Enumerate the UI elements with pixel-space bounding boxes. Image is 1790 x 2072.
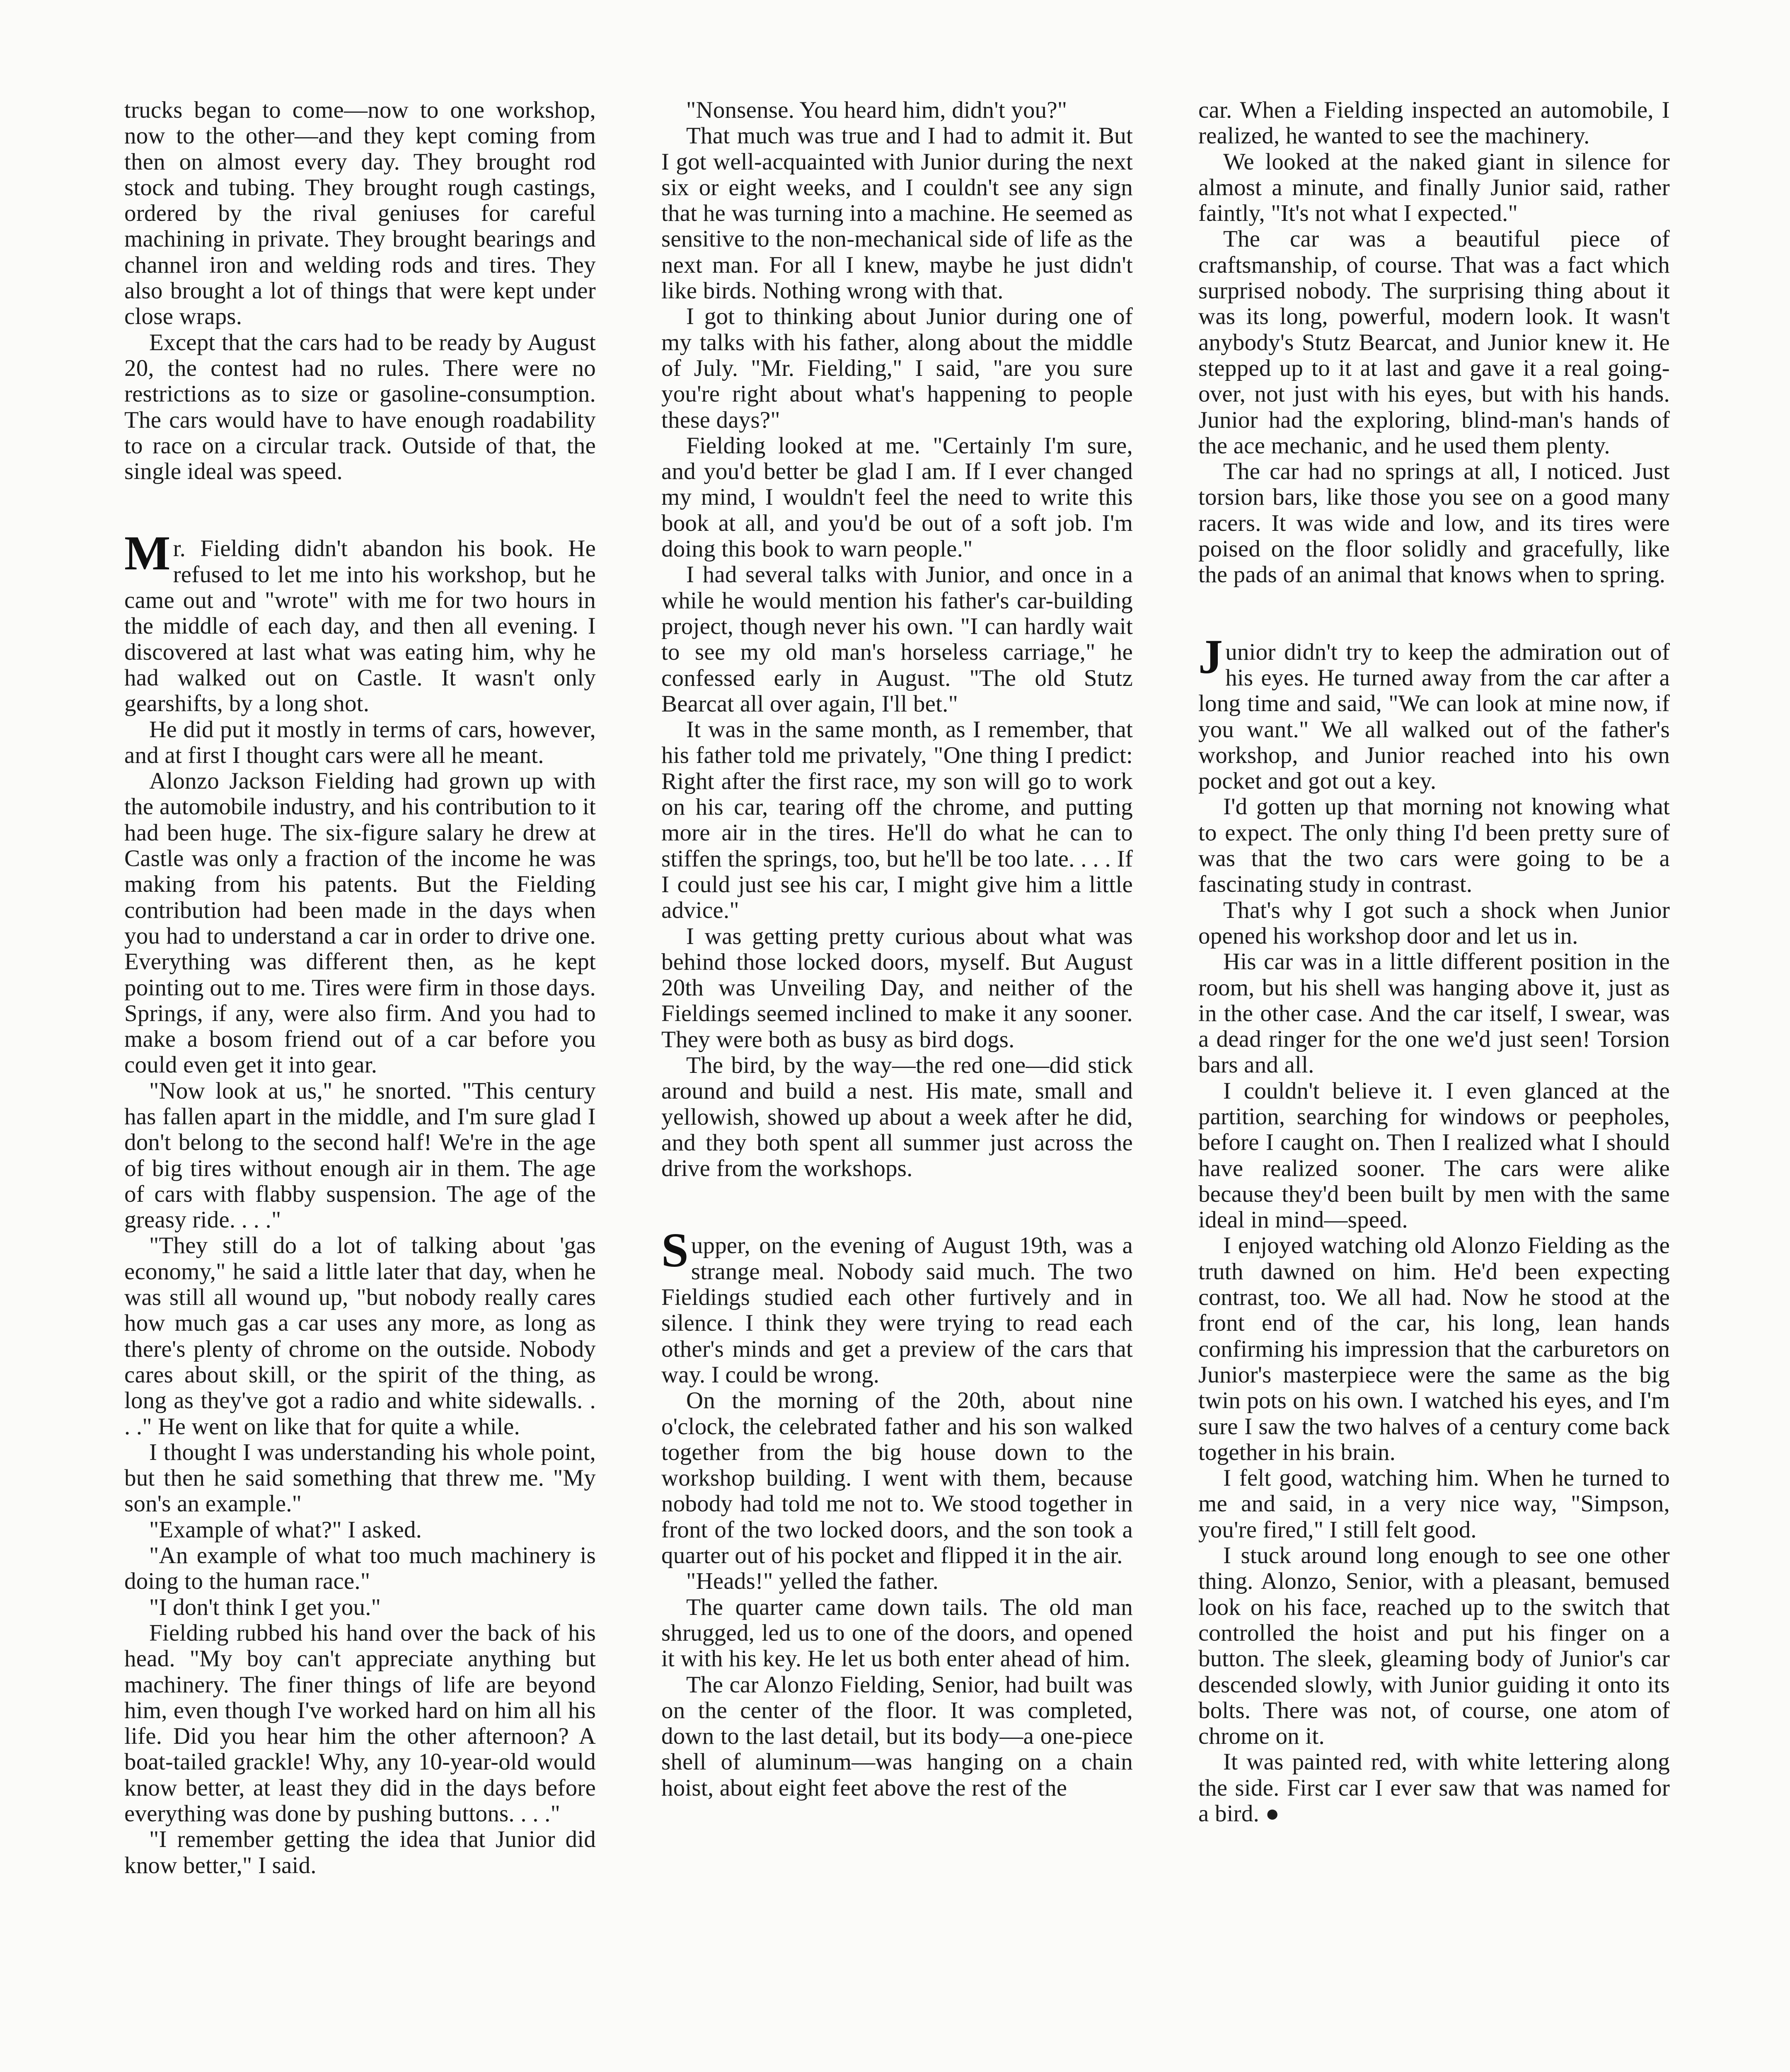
paragraph bbox=[1198, 149, 1670, 227]
paragraph bbox=[661, 97, 1133, 123]
paragraph bbox=[1198, 1233, 1670, 1465]
paragraph-text: I had several talks with Junior, and once in a while he would mention his father's car-building project, though never his own. "I can hardly wait to see my old man's horseless carriage," he confessed early in August. "The old Stutz Bearcat all over again, I'll bet." bbox=[661, 562, 1133, 717]
drop-cap: S bbox=[661, 1223, 689, 1278]
paragraph bbox=[661, 562, 1133, 717]
paragraph-text: "They still do a lot of talking about 'gas economy," he said a little later that day, when he was still all wound up, "but nobody really cares how much gas a car uses any more, as long as there's plenty of chrome on the outside. Nobody cares about skill, or the spirit of the thing, as long as they've got a radio and white sidewalls. . . ." He went on like that for quite a while. bbox=[124, 1232, 596, 1440]
paragraph bbox=[124, 1827, 596, 1878]
paragraph-text: "Now look at us," he snorted. "This century has fallen apart in the middle, and I'm sure glad I don't belong to the second half! We're in the age of big tires without enough air in them. The age of cars with flabby suspension. The age of the greasy ride. . . ." bbox=[124, 1077, 596, 1233]
paragraph bbox=[124, 526, 596, 717]
paragraph bbox=[1198, 1543, 1670, 1749]
paragraph-text: "I remember getting the idea that Junior did know better," I said. bbox=[124, 1826, 596, 1878]
paragraph-text: His car was in a little different position in the room, but his shell was hanging above it, just as in the other case. And the car itself, I swear, was a dead ringer for the one we'd just seen! Torsion bars and all. bbox=[1198, 949, 1670, 1078]
paragraph bbox=[1198, 1749, 1670, 1827]
paragraph-text: I was getting pretty curious about what was behind those locked doors, myself. But August 20th was Unveiling Day, and neither of the Fieldings seemed inclined to make it any sooner. They were both as busy as bird dogs. bbox=[661, 923, 1133, 1053]
paragraph bbox=[661, 1672, 1133, 1801]
paragraph-text: upper, on the evening of August 19th, was a strange meal. Nobody said much. The two Fieldings studied each other furtively and in silence. I think they were trying to read each other's minds and get a preview of the cars that way. I could be wrong. bbox=[661, 1232, 1133, 1388]
paragraph bbox=[661, 433, 1133, 562]
paragraph bbox=[1198, 226, 1670, 459]
paragraph bbox=[661, 1223, 1133, 1388]
paragraph bbox=[661, 1569, 1133, 1594]
drop-cap: M bbox=[124, 526, 171, 581]
paragraph-text: We looked at the naked giant in silence for almost a minute, and finally Junior said, rather faintly, "It's not what I expected." bbox=[1198, 148, 1670, 227]
paragraph-text: It was in the same month, as I remember, that his father told me privately, "One thing I predict: Right after the first race, my son will go to work on his car, tearing off the chrome, and putting more air in the tires. He'll do what he can to stiffen the springs, too, but he'll be too late. . . . If I could just see his car, I might give him a little advice." bbox=[661, 716, 1133, 924]
paragraph bbox=[1198, 97, 1670, 149]
paragraph-text: It was painted red, with white lettering along the side. First car I ever saw that was named for a bird. ● bbox=[1198, 1749, 1670, 1827]
paragraph-text: The car Alonzo Fielding, Senior, had built was on the center of the floor. It was completed, down to the last detail, but its body—a one-piece shell of aluminum—was hanging on a chain hoist, about eight feet above the rest of the bbox=[661, 1671, 1133, 1801]
paragraph bbox=[124, 1595, 596, 1620]
paragraph bbox=[124, 717, 596, 769]
paragraph bbox=[124, 1440, 596, 1517]
paragraph-text: The car was a beautiful piece of craftsmanship, of course. That was a fact which surprised nobody. The surprising thing about it was its long, powerful, modern look. It wasn't anybody's Stutz Bearcat, and Junior knew it. He stepped up to it at last and gave it a real going-over, not just with his eyes, but with his hands. Junior had the exploring, blind-man's hands of the ace mechanic, and he used them plenty. bbox=[1198, 226, 1670, 459]
paragraph-text: Fielding looked at me. "Certainly I'm sure, and you'd better be glad I am. If I ever changed my mind, I wouldn't feel the need to write this book at all, and you'd be out of a soft job. I'm doing this book to warn people." bbox=[661, 432, 1133, 562]
paragraph-text: I'd gotten up that morning not knowing what to expect. The only thing I'd been pretty sure of was that the two cars were going to be a fascinating study in contrast. bbox=[1198, 794, 1670, 898]
paragraph-text: "Example of what?" I asked. bbox=[149, 1516, 422, 1543]
paragraph-text: trucks began to come—now to one workshop, now to the other—and they kept coming from then on almost every day. They brought rod stock and tubing. They brought rough castings, ordered by the rival geniuses for careful machining in private. They brought bearings and channel iron and welding rods and tires. They also brought a lot of things that were kept under close wraps. bbox=[124, 97, 596, 330]
paragraph bbox=[661, 1595, 1133, 1672]
paragraph-text: I enjoyed watching old Alonzo Fielding as the truth dawned on him. He'd been expecting contrast, too. We all had. Now he stood at the front end of the car, his long, lean hands confirming his impression that the carburetors on Junior's masterpiece were the same as the big twin pots on his own. I watched his eyes, and I'm sure I saw the two halves of a century come back together in his brain. bbox=[1198, 1232, 1670, 1465]
paragraph-text: car. When a Fielding inspected an automobile, I realized, he wanted to see the machinery. bbox=[1198, 97, 1670, 149]
paragraph bbox=[1198, 794, 1670, 897]
paragraph-text: I thought I was understanding his whole point, but then he said something that threw me. "My son's an example." bbox=[124, 1439, 596, 1517]
paragraph-text: Alonzo Jackson Fielding had grown up with the automobile industry, and his contribution to it had been huge. The six-figure salary he drew at Castle was only a fraction of the income he was making from his patents. But the Fielding contribution had been made in the days when you had to understand a car in order to drive one. Everything was different then, as he kept pointing out to me. Tires were firm in those days. Springs, if any, were also firm. And you had to make a bosom friend out of a car before you could even get it into gear. bbox=[124, 768, 596, 1078]
paragraph bbox=[1198, 1465, 1670, 1543]
paragraph bbox=[124, 330, 596, 485]
paragraph bbox=[124, 1078, 596, 1233]
paragraph bbox=[661, 717, 1133, 923]
paragraph bbox=[1198, 1078, 1670, 1233]
paragraph-text: Except that the cars had to be ready by August 20, the contest had no rules. There were no restrictions as to size or gasoline-consumption. The cars would have to have enough roadability to race on a circular track. Outside of that, the single ideal was speed. bbox=[124, 329, 596, 485]
paragraph bbox=[1198, 459, 1670, 588]
paragraph-text: Fielding rubbed his hand over the back of his head. "My boy can't appreciate anything but machinery. The finer things of life are beyond him, even though I've worked hard on him all his life. Did you hear him the other afternoon? A boat-tailed grackle! Why, any 10-year-old would know better, at least they did in the days before everything was done by pushing buttons. . . ." bbox=[124, 1619, 596, 1827]
paragraph-text: r. Fielding didn't abandon his book. He refused to let me into his workshop, but he came out and "wrote" with me for two hours in the middle of each day, and then all evening. I discovered at last what was eating him, why he had walked out on Castle. It wasn't only gearshifts, by a long shot. bbox=[124, 535, 596, 717]
column-1 bbox=[124, 97, 596, 2072]
paragraph-text: "An example of what too much machinery is doing to the human race." bbox=[124, 1542, 596, 1595]
paragraph-text: He did put it mostly in terms of cars, however, and at first I thought cars were all he meant. bbox=[124, 716, 596, 768]
paragraph-text: I couldn't believe it. I even glanced at the partition, searching for windows or peepholes, before I caught on. Then I realized what I should have realized sooner. The cars were alike because they'd been built by men with the same ideal in mind—speed. bbox=[1198, 1077, 1670, 1233]
paragraph-text: unior didn't try to keep the admiration out of his eyes. He turned away from the car after a long time and said, "We can look at mine now, if you want." We all walked out of the father's workshop, and Junior reached into his own pocket and got out a key. bbox=[1198, 639, 1670, 794]
paragraph bbox=[661, 924, 1133, 1053]
paragraph-text: That's why I got such a shock when Junior opened his workshop door and let us in. bbox=[1198, 897, 1670, 949]
paragraph bbox=[1198, 898, 1670, 949]
paragraph bbox=[124, 1233, 596, 1439]
paragraph bbox=[124, 1543, 596, 1595]
paragraph-text: "I don't think I get you." bbox=[149, 1594, 381, 1620]
paragraph-text: "Heads!" yelled the father. bbox=[686, 1568, 939, 1595]
paragraph bbox=[661, 1388, 1133, 1569]
paragraph-text: The quarter came down tails. The old man shrugged, led us to one of the doors, and opened it with his key. He let us both enter ahead of him. bbox=[661, 1594, 1133, 1672]
paragraph-text: I stuck around long enough to see one other thing. Alonzo, Senior, with a pleasant, bemused look on his face, reached up to the switch that controlled the hoist and put his finger on a button. The sleek, gleaming body of Junior's car descended slowly, with Junior guiding it onto its bolts. There was not, of course, one atom of chrome on it. bbox=[1198, 1542, 1670, 1750]
paragraph bbox=[661, 304, 1133, 433]
paragraph-text: I got to thinking about Junior during one of my talks with his father, along about the middle of July. "Mr. Fielding," I said, "are you sure you're right about what's happening to people these days?" bbox=[661, 303, 1133, 433]
column-2 bbox=[661, 97, 1133, 2072]
paragraph bbox=[1198, 949, 1670, 1078]
paragraph bbox=[124, 768, 596, 1078]
paragraph bbox=[1198, 629, 1670, 794]
paragraph-text: That much was true and I had to admit it. But I got well-acquainted with Junior during the next six or eight weeks, and I couldn't see any sign that he was turning into a machine. He seemed as sensitive to the non-mechanical side of life as the next man. For all I knew, maybe he just didn't like birds. Nothing wrong with that. bbox=[661, 123, 1133, 304]
paragraph bbox=[124, 1620, 596, 1827]
paragraph-text: "Nonsense. You heard him, didn't you?" bbox=[686, 97, 1067, 123]
paragraph-text: On the morning of the 20th, about nine o'clock, the celebrated father and his son walked together from the big house down to the workshop building. I went with them, because nobody had told me not to. We stood together in front of the two locked doors, and the son took a quarter out of his pocket and flipped it in the air. bbox=[661, 1387, 1133, 1569]
drop-cap: J bbox=[1198, 629, 1223, 684]
paragraph bbox=[661, 1053, 1133, 1181]
paragraph bbox=[124, 1517, 596, 1543]
text-columns bbox=[124, 97, 1670, 2072]
paragraph bbox=[124, 97, 596, 330]
paragraph-text: The bird, by the way—the red one—did stick around and build a nest. His mate, small and yellowish, showed up about a week after he did, and they both spent all summer just across the drive from the workshops. bbox=[661, 1052, 1133, 1182]
paragraph-text: The car had no springs at all, I noticed. Just torsion bars, like those you see on a good many racers. It was wide and low, and its tires were poised on the floor solidly and gracefully, like the pads of an animal that knows when to spring. bbox=[1198, 458, 1670, 588]
paragraph-text: I felt good, watching him. When he turned to me and said, in a very nice way, "Simpson, you're fired," I still felt good. bbox=[1198, 1465, 1670, 1543]
column-3 bbox=[1198, 97, 1670, 2072]
paragraph bbox=[661, 123, 1133, 304]
